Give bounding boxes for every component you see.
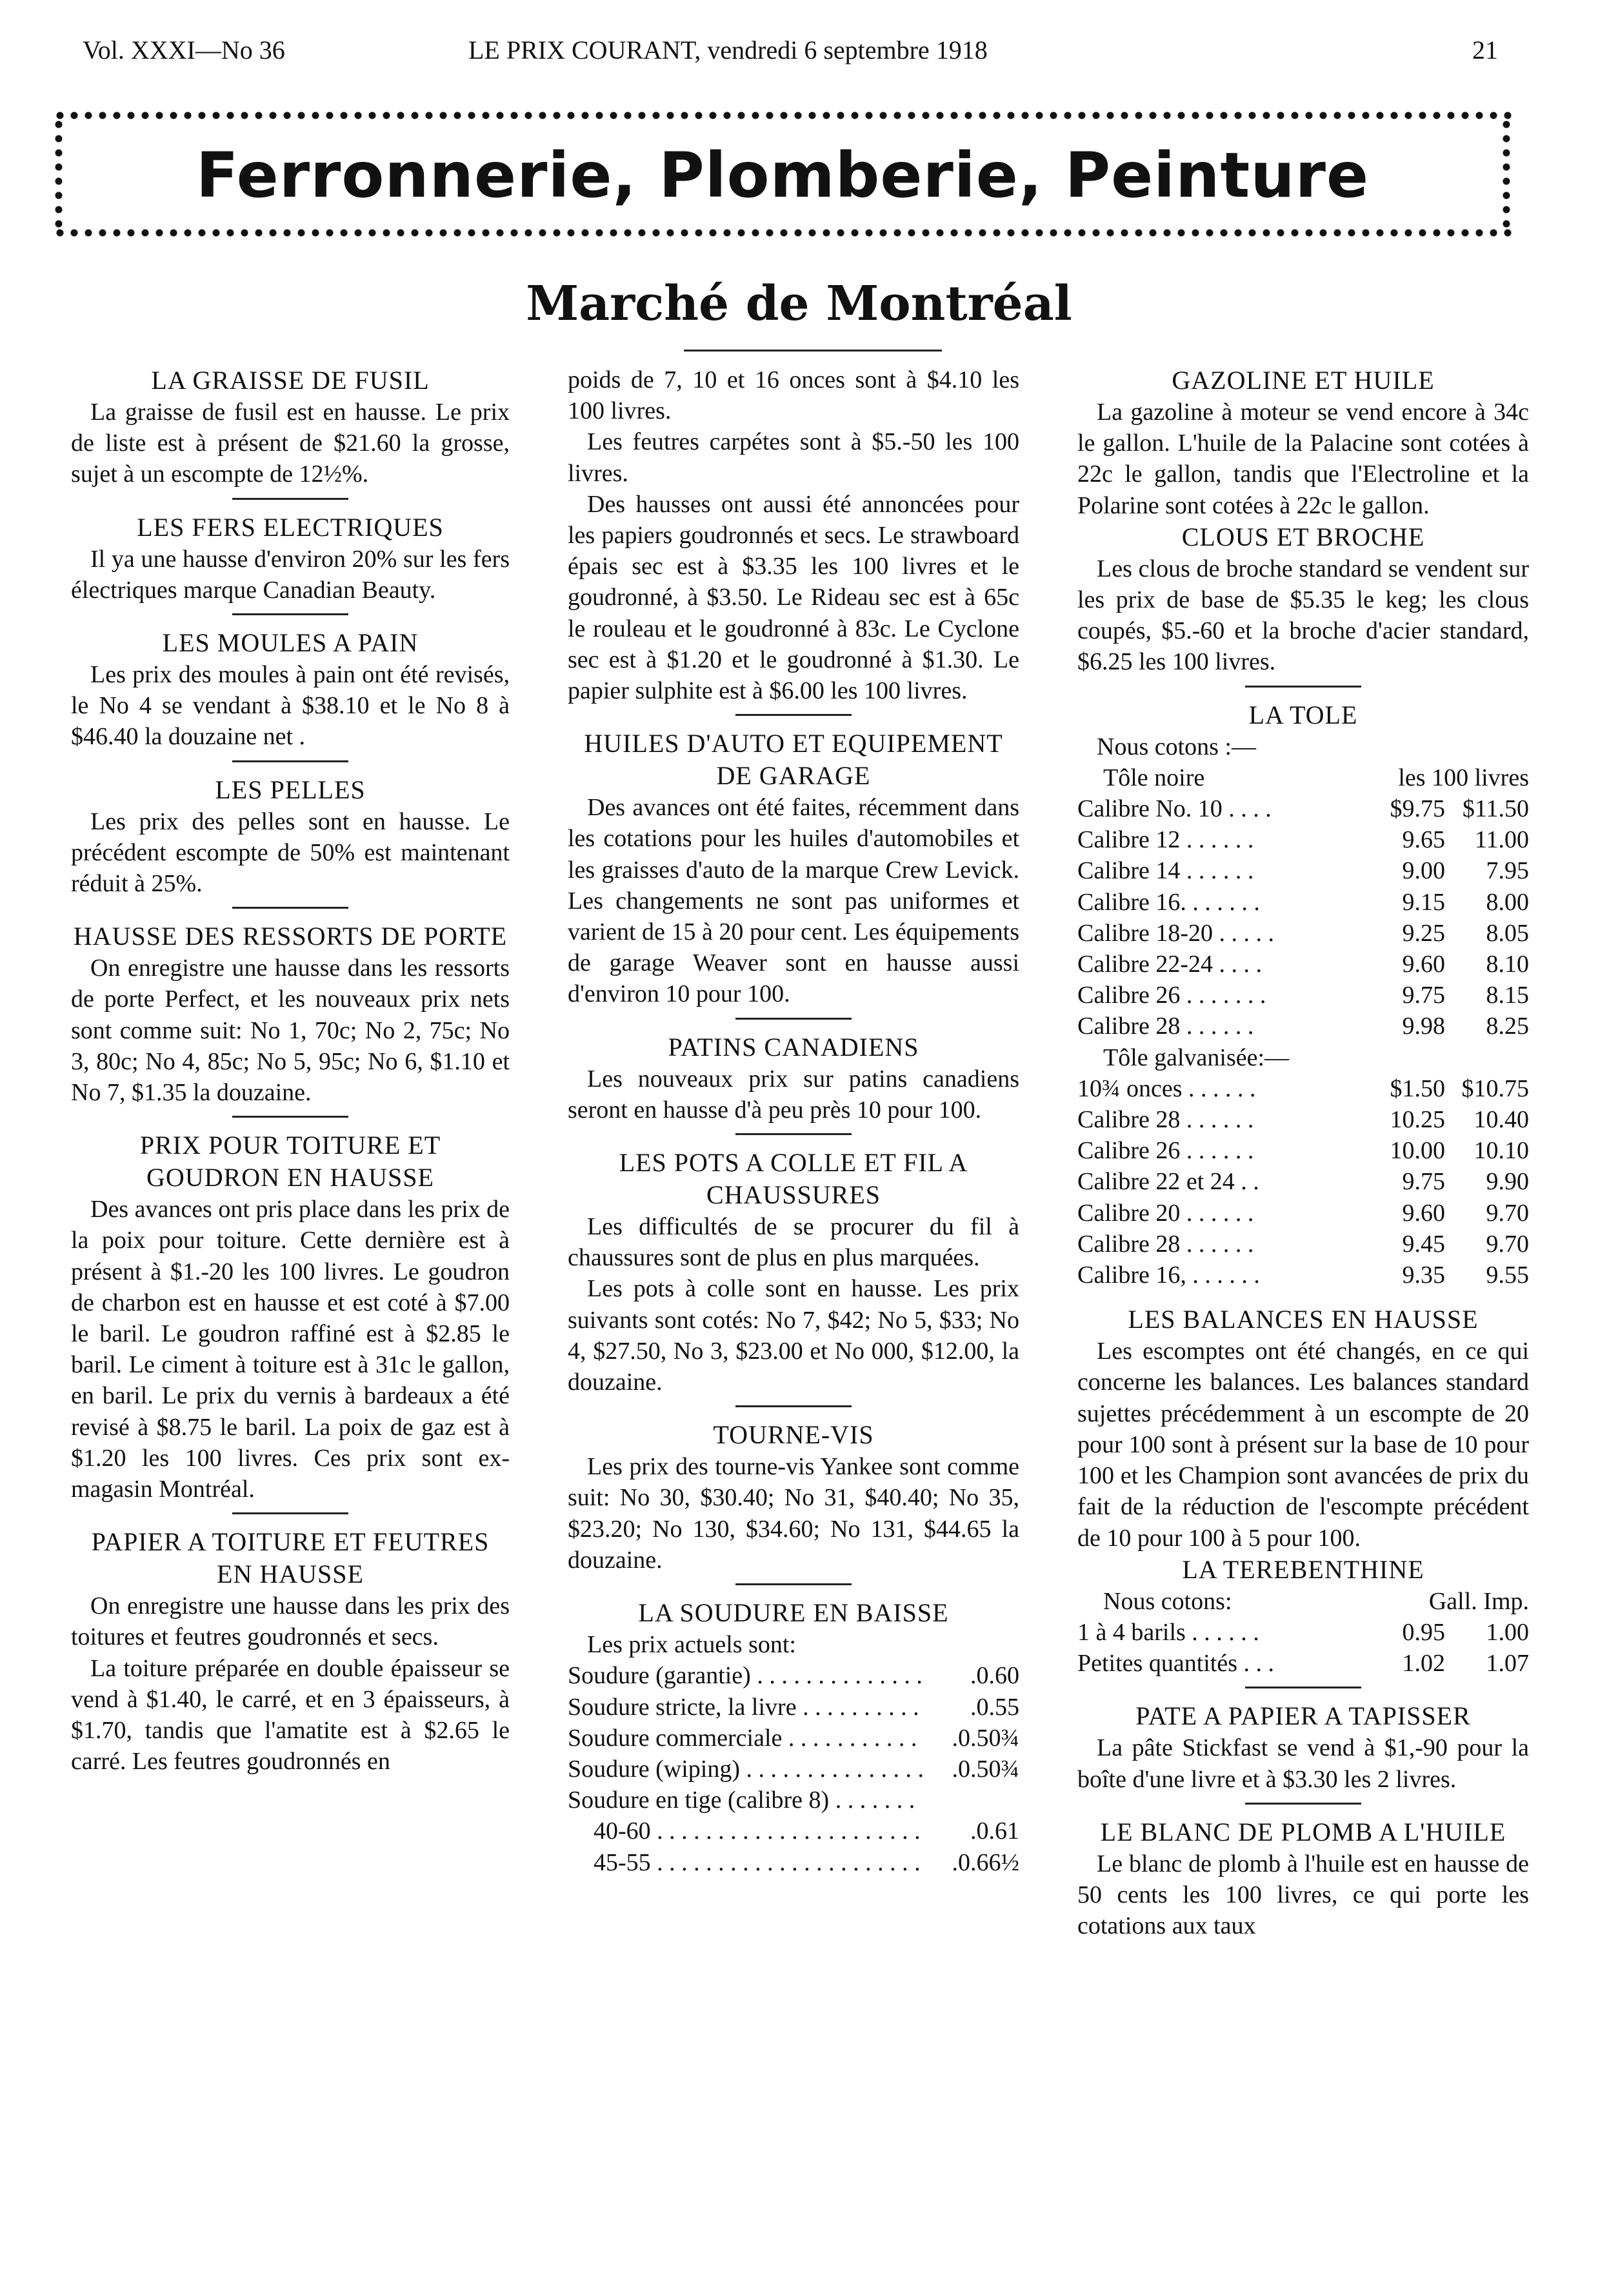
article-heading: LES POTS A COLLE ET FIL A CHAUSSURES: [619, 1148, 968, 1210]
price-subheading: [1077, 1042, 1529, 1073]
article-divider: [232, 1512, 348, 1514]
price-row: [1077, 1166, 1529, 1197]
sheet-type-label: Tôle noire: [1103, 764, 1205, 791]
price-value: 9.90: [1486, 1168, 1529, 1196]
market-title-rule: [684, 350, 942, 351]
article-heading: LES PELLES: [215, 775, 366, 804]
price-row: [1077, 980, 1529, 1011]
price-label: Petites quantités . . .: [1077, 1650, 1275, 1677]
price-label: Soudure (wiping) . . .: [568, 1754, 923, 1785]
price-label: 40-60 . . .: [594, 1816, 923, 1846]
article-text: Il ya une hausse d'environ 20% sur les fers électriques marque Canadian Beauty.: [71, 545, 510, 604]
column-2: [568, 364, 1019, 1878]
column-1: [71, 364, 510, 1777]
unit-label: Gall. Imp.: [1428, 1587, 1529, 1615]
price-value: 10.25: [1390, 1106, 1445, 1134]
price-value: $9.75: [1390, 795, 1445, 823]
price-label: Calibre No. 10 . . . .: [1077, 795, 1272, 823]
article-divider: [735, 1018, 852, 1020]
price-row: [1077, 1229, 1529, 1260]
price-row: [568, 1816, 1019, 1846]
price-intro: Nous cotons :—: [1097, 733, 1256, 760]
price-value: 8.00: [1486, 888, 1529, 916]
price-value: 1.07: [1486, 1650, 1529, 1677]
price-value: $10.75: [1461, 1074, 1529, 1102]
article-text: Les prix des tourne-vis Yankee sont comme suit: No 30, $30.40; No 31, $40.40; No 35, $23.20; No 130, $34.60; No 131, $44.65 la douzaine.: [568, 1453, 1019, 1574]
price-row: [1077, 949, 1529, 980]
article-heading: TOURNE-VIS: [713, 1420, 874, 1450]
unit-label: les 100 livres: [1398, 764, 1529, 791]
market-title: Marché de Montréal: [526, 276, 1072, 332]
price-value: .0.50¾: [952, 1724, 1019, 1752]
article-text: On enregistre une hausse dans les ressorts de porte Perfect, et les nouveaux prix nets sont comme suit: No 1, 70c; No 2, 75c; No 3, 80c; No 4, 85c; No 5, 95c; No 6, $1.10 et No 7, $1.35 la douzaine.: [71, 955, 510, 1107]
price-label: Soudure en tige (calibre 8) . . .: [568, 1785, 923, 1816]
price-row: [1077, 1073, 1529, 1104]
price-value: 8.15: [1486, 982, 1529, 1009]
article-heading: LA SOUDURE EN BAISSE: [638, 1598, 949, 1628]
price-label: Calibre 16. . . . . . .: [1077, 888, 1260, 916]
article-heading: LE BLANC DE PLOMB A L'HUILE: [1100, 1817, 1506, 1846]
article-text: Les prix des moules à pain ont été revisés, le No 4 se vendant à $38.10 et le No 8 à $46.40 la douzaine net .: [71, 661, 510, 751]
article-divider: [232, 498, 348, 500]
column-3: [1077, 364, 1529, 1941]
article-heading: PAPIER A TOITURE ET FEUTRES EN HAUSSE: [91, 1527, 490, 1589]
price-row: [568, 1692, 1019, 1723]
price-value: $1.50: [1390, 1074, 1445, 1102]
price-value: 1.00: [1486, 1618, 1529, 1646]
article-heading: PATINS CANADIENS: [668, 1032, 919, 1062]
price-label: Calibre 26 . . . . . . .: [1077, 982, 1266, 1009]
article-heading: GAZOLINE ET HUILE: [1172, 366, 1435, 395]
price-row: [1077, 918, 1529, 949]
article-heading: HAUSSE DES RESSORTS DE PORTE: [73, 922, 508, 951]
article-text: La pâte Stickfast se vend à $1,-90 pour la boîte d'une livre et à $3.30 les 2 livres.: [1077, 1734, 1529, 1793]
banner-title: Ferronnerie, Plomberie, Peinture: [195, 139, 1370, 212]
price-row: [1077, 1648, 1529, 1679]
article-heading: PATE A PAPIER A TAPISSER: [1135, 1701, 1471, 1731]
article-heading: CLOUS ET BROCHE: [1181, 522, 1425, 551]
article-heading: PRIX POUR TOITURE ET GOUDRON EN HAUSSE: [139, 1131, 441, 1193]
price-label: 45-55 . . .: [594, 1847, 923, 1878]
article-heading: LA GRAISSE DE FUSIL: [151, 366, 430, 395]
article-divider: [1245, 1803, 1361, 1805]
article-heading: LA TOLE: [1248, 700, 1358, 729]
section-banner: [53, 110, 1512, 239]
article-heading: LES BALANCES EN HAUSSE: [1128, 1305, 1479, 1334]
price-value: 8.05: [1486, 919, 1529, 947]
price-label: 1 à 4 barils . . . . . .: [1077, 1618, 1259, 1646]
price-value: 9.60: [1402, 1199, 1445, 1227]
price-value: 9.75: [1402, 982, 1445, 1009]
price-value: .0.66½: [952, 1848, 1019, 1876]
article-divider: [735, 714, 852, 716]
price-value: .0.60: [970, 1662, 1019, 1690]
price-row: [568, 1847, 1019, 1878]
article-text: Les feutres carpétes sont à $5.-50 les 100 livres.: [568, 428, 1019, 487]
banner-border-top: [53, 110, 1512, 121]
price-value: 9.65: [1402, 826, 1445, 854]
price-intro: Nous cotons:: [1103, 1587, 1232, 1615]
price-label: Soudure stricte, la livre . . .: [568, 1692, 923, 1723]
article-text: Les escomptes ont été changés, en ce qui concerne les balances. Les balances standard sujettes précédemment à un escompte de 20 pour 100 sont à présent sur la base de 10 pour 100 et les Champion sont avancées de prix du fait de la réduction de l'escompte précédent de 10 pour 100 à 5 pour 100.: [1077, 1338, 1529, 1552]
article-divider: [1245, 686, 1361, 688]
price-value: [923, 1785, 1019, 1816]
price-value: 9.15: [1402, 888, 1445, 916]
price-row: [568, 1785, 1019, 1816]
price-label: Soudure commerciale . . .: [568, 1723, 923, 1754]
article-text: La graisse de fusil est en hausse. Le prix de liste est à présent de $21.60 la grosse, sujet à un escompte de 12½%.: [71, 399, 510, 488]
publication-title-date: LE PRIX COURANT, vendredi 6 septembre 1918: [468, 35, 988, 64]
price-label: Soudure (garantie) . . .: [568, 1660, 923, 1691]
price-label: Calibre 22 et 24 . .: [1077, 1168, 1259, 1196]
price-label: Calibre 26 . . . . . .: [1077, 1137, 1254, 1165]
price-value: 9.60: [1402, 951, 1445, 978]
article-divider: [232, 613, 348, 615]
price-value: 10.00: [1390, 1137, 1445, 1165]
article-text: On enregistre une hausse dans les prix des toitures et feutres goudronnés et secs.: [71, 1592, 510, 1651]
price-value: 9.70: [1486, 1199, 1529, 1227]
price-value: 9.70: [1486, 1230, 1529, 1258]
price-value: 11.00: [1474, 826, 1529, 854]
article-divider: [735, 1405, 852, 1407]
article-text: Des avances ont été faites, récemment dans les cotations pour les huiles d'automobiles et les graisses d'auto de la marque Crew Levick. Les changements ne sont pas uniformes et varient de 15 à 20 pour cent. Les équipements de garage Weaver sont en hausse aussi d'environ 10 pour 100.: [568, 794, 1019, 1008]
price-label: Calibre 28 . . . . . .: [1077, 1013, 1254, 1040]
price-row: [1077, 824, 1529, 855]
article-heading: HUILES D'AUTO ET EQUIPEMENT DE GARAGE: [584, 729, 1003, 791]
price-value: 9.75: [1402, 1168, 1445, 1196]
price-row: [568, 1754, 1019, 1785]
article-divider: [232, 1116, 348, 1118]
price-row: [1077, 855, 1529, 886]
article-text: Des hausses ont aussi été annoncées pour les papiers goudronnés et secs. Le strawboard épais sec est à $3.35 les 100 livres et le goudronné, à $3.50. Le Rideau sec est à 65c le rouleau et le goudronné à 83c. Le Cyclone sec est à $1.20 et le goudronné à $1.30. Le papier sulphite est à $6.00 les 100 livres.: [568, 490, 1019, 705]
price-label: Calibre 28 . . . . . .: [1077, 1106, 1254, 1134]
article-divider: [735, 1133, 852, 1135]
price-row: [1077, 1135, 1529, 1166]
price-label: Calibre 14 . . . . . .: [1077, 857, 1254, 885]
price-value: 10.40: [1473, 1106, 1529, 1134]
running-header: [0, 35, 1598, 74]
article-text: Les difficultés de se procurer du fil à chaussures sont de plus en plus marquées.: [568, 1213, 1019, 1272]
article-text: La gazoline à moteur se vend encore à 34c le gallon. L'huile de la Palacine sont cotées à 22c le gallon, tandis que l'Electroline et la Polarine sont cotées à 22c le gallon.: [1077, 399, 1529, 519]
price-row: [1077, 1104, 1529, 1135]
article-divider: [232, 907, 348, 909]
price-subheading: [1077, 762, 1529, 793]
price-value: 1.02: [1402, 1650, 1445, 1677]
article-text: Les prix des pelles sont en hausse. Le précédent escompte de 50% est maintenant réduit à 25%.: [71, 807, 510, 898]
article-text: Les clous de broche standard se vendent sur les prix de base de $5.35 le keg; les clous coupés, $5.-60 et la broche d'acier standard, $6.25 les 100 livres.: [1077, 555, 1529, 676]
price-row: [1077, 1260, 1529, 1291]
article-heading: LA TEREBENTHINE: [1182, 1554, 1424, 1584]
price-value: 9.35: [1402, 1262, 1445, 1289]
price-value: 9.00: [1402, 857, 1445, 885]
price-label: 10¾ onces . . . . . .: [1077, 1074, 1256, 1102]
article-divider: [232, 760, 348, 762]
price-value: $11.50: [1462, 795, 1529, 823]
price-label: Calibre 20 . . . . . .: [1077, 1199, 1254, 1227]
article-text: Le blanc de plomb à l'huile est en hausse de 50 cents les 100 livres, ce qui porte les cotations aux taux: [1077, 1850, 1529, 1940]
price-value: 7.95: [1486, 857, 1529, 885]
price-label: Calibre 16, . . . . . .: [1077, 1262, 1260, 1289]
article-text: Des avances ont pris place dans les prix de la poix pour toiture. Cette dernière est à présent à $1.-20 les 100 livres. Le goudron de charbon est en hausse et est coté à $7.00 le baril. Le goudron raffiné est à $2.85 le baril. Le ciment à toiture est à 31c le gallon, en baril. Le prix du vernis à bardeaux a été revisé à $8.75 le baril. La poix de gaz est à $1.20 les 100 livres. Ces prix sont ex-magasin Montréal.: [71, 1196, 510, 1503]
price-value: 10.10: [1473, 1137, 1529, 1165]
price-intro: Les prix actuels sont:: [587, 1631, 796, 1659]
price-label: Calibre 28 . . . . . .: [1077, 1230, 1254, 1258]
price-value: .0.61: [970, 1817, 1019, 1845]
article-text: La toiture préparée en double épaisseur se vend à $1.40, le carré, et en 3 épaisseurs, à $1.70, tandis que l'amatite est à $2.65 le carré. Les feutres goudronnés en: [71, 1654, 510, 1776]
price-row: [1077, 887, 1529, 918]
article-divider: [1245, 1687, 1361, 1688]
volume-number: Vol. XXXI—No 36: [83, 35, 285, 64]
price-value: 8.25: [1486, 1013, 1529, 1040]
price-value: .0.50¾: [952, 1755, 1019, 1783]
sheet-type-label: Tôle galvanisée:—: [1103, 1044, 1290, 1071]
price-value: .0.55: [970, 1693, 1019, 1721]
price-row: [568, 1723, 1019, 1754]
price-row: [1077, 793, 1529, 824]
price-label: Calibre 18-20 . . . . .: [1077, 919, 1275, 947]
article-heading: LES FERS ELECTRIQUES: [137, 512, 444, 542]
article-divider: [735, 1583, 852, 1585]
price-label: Calibre 12 . . . . . .: [1077, 826, 1254, 854]
price-value: 0.95: [1402, 1618, 1445, 1646]
price-row: [1077, 1617, 1529, 1648]
banner-border-bottom: [53, 227, 1512, 239]
article-text: Les pots à colle sont en hausse. Les prix suivants sont cotés: No 7, $42; No 5, $33; No 4, $27.50, No 3, $23.00 et No 000, $12.00, la douzaine.: [568, 1275, 1019, 1396]
price-value: 9.45: [1402, 1230, 1445, 1258]
price-row: [568, 1660, 1019, 1691]
page-number: 21: [1472, 35, 1498, 64]
price-value: 8.10: [1486, 951, 1529, 978]
price-label: Calibre 22-24 . . . .: [1077, 951, 1263, 978]
price-row: [1077, 1011, 1529, 1042]
article-text: poids de 7, 10 et 16 onces sont à $4.10 les 100 livres.: [568, 366, 1019, 425]
article-text: Les nouveaux prix sur patins canadiens seront en hausse d'à peu près 10 pour 100.: [568, 1065, 1019, 1123]
price-value: 9.98: [1402, 1013, 1445, 1040]
price-subheading: [1077, 1586, 1529, 1617]
article-heading: LES MOULES A PAIN: [162, 628, 419, 658]
price-row: [1077, 1198, 1529, 1229]
price-value: 9.55: [1486, 1262, 1529, 1289]
price-value: 9.25: [1402, 919, 1445, 947]
